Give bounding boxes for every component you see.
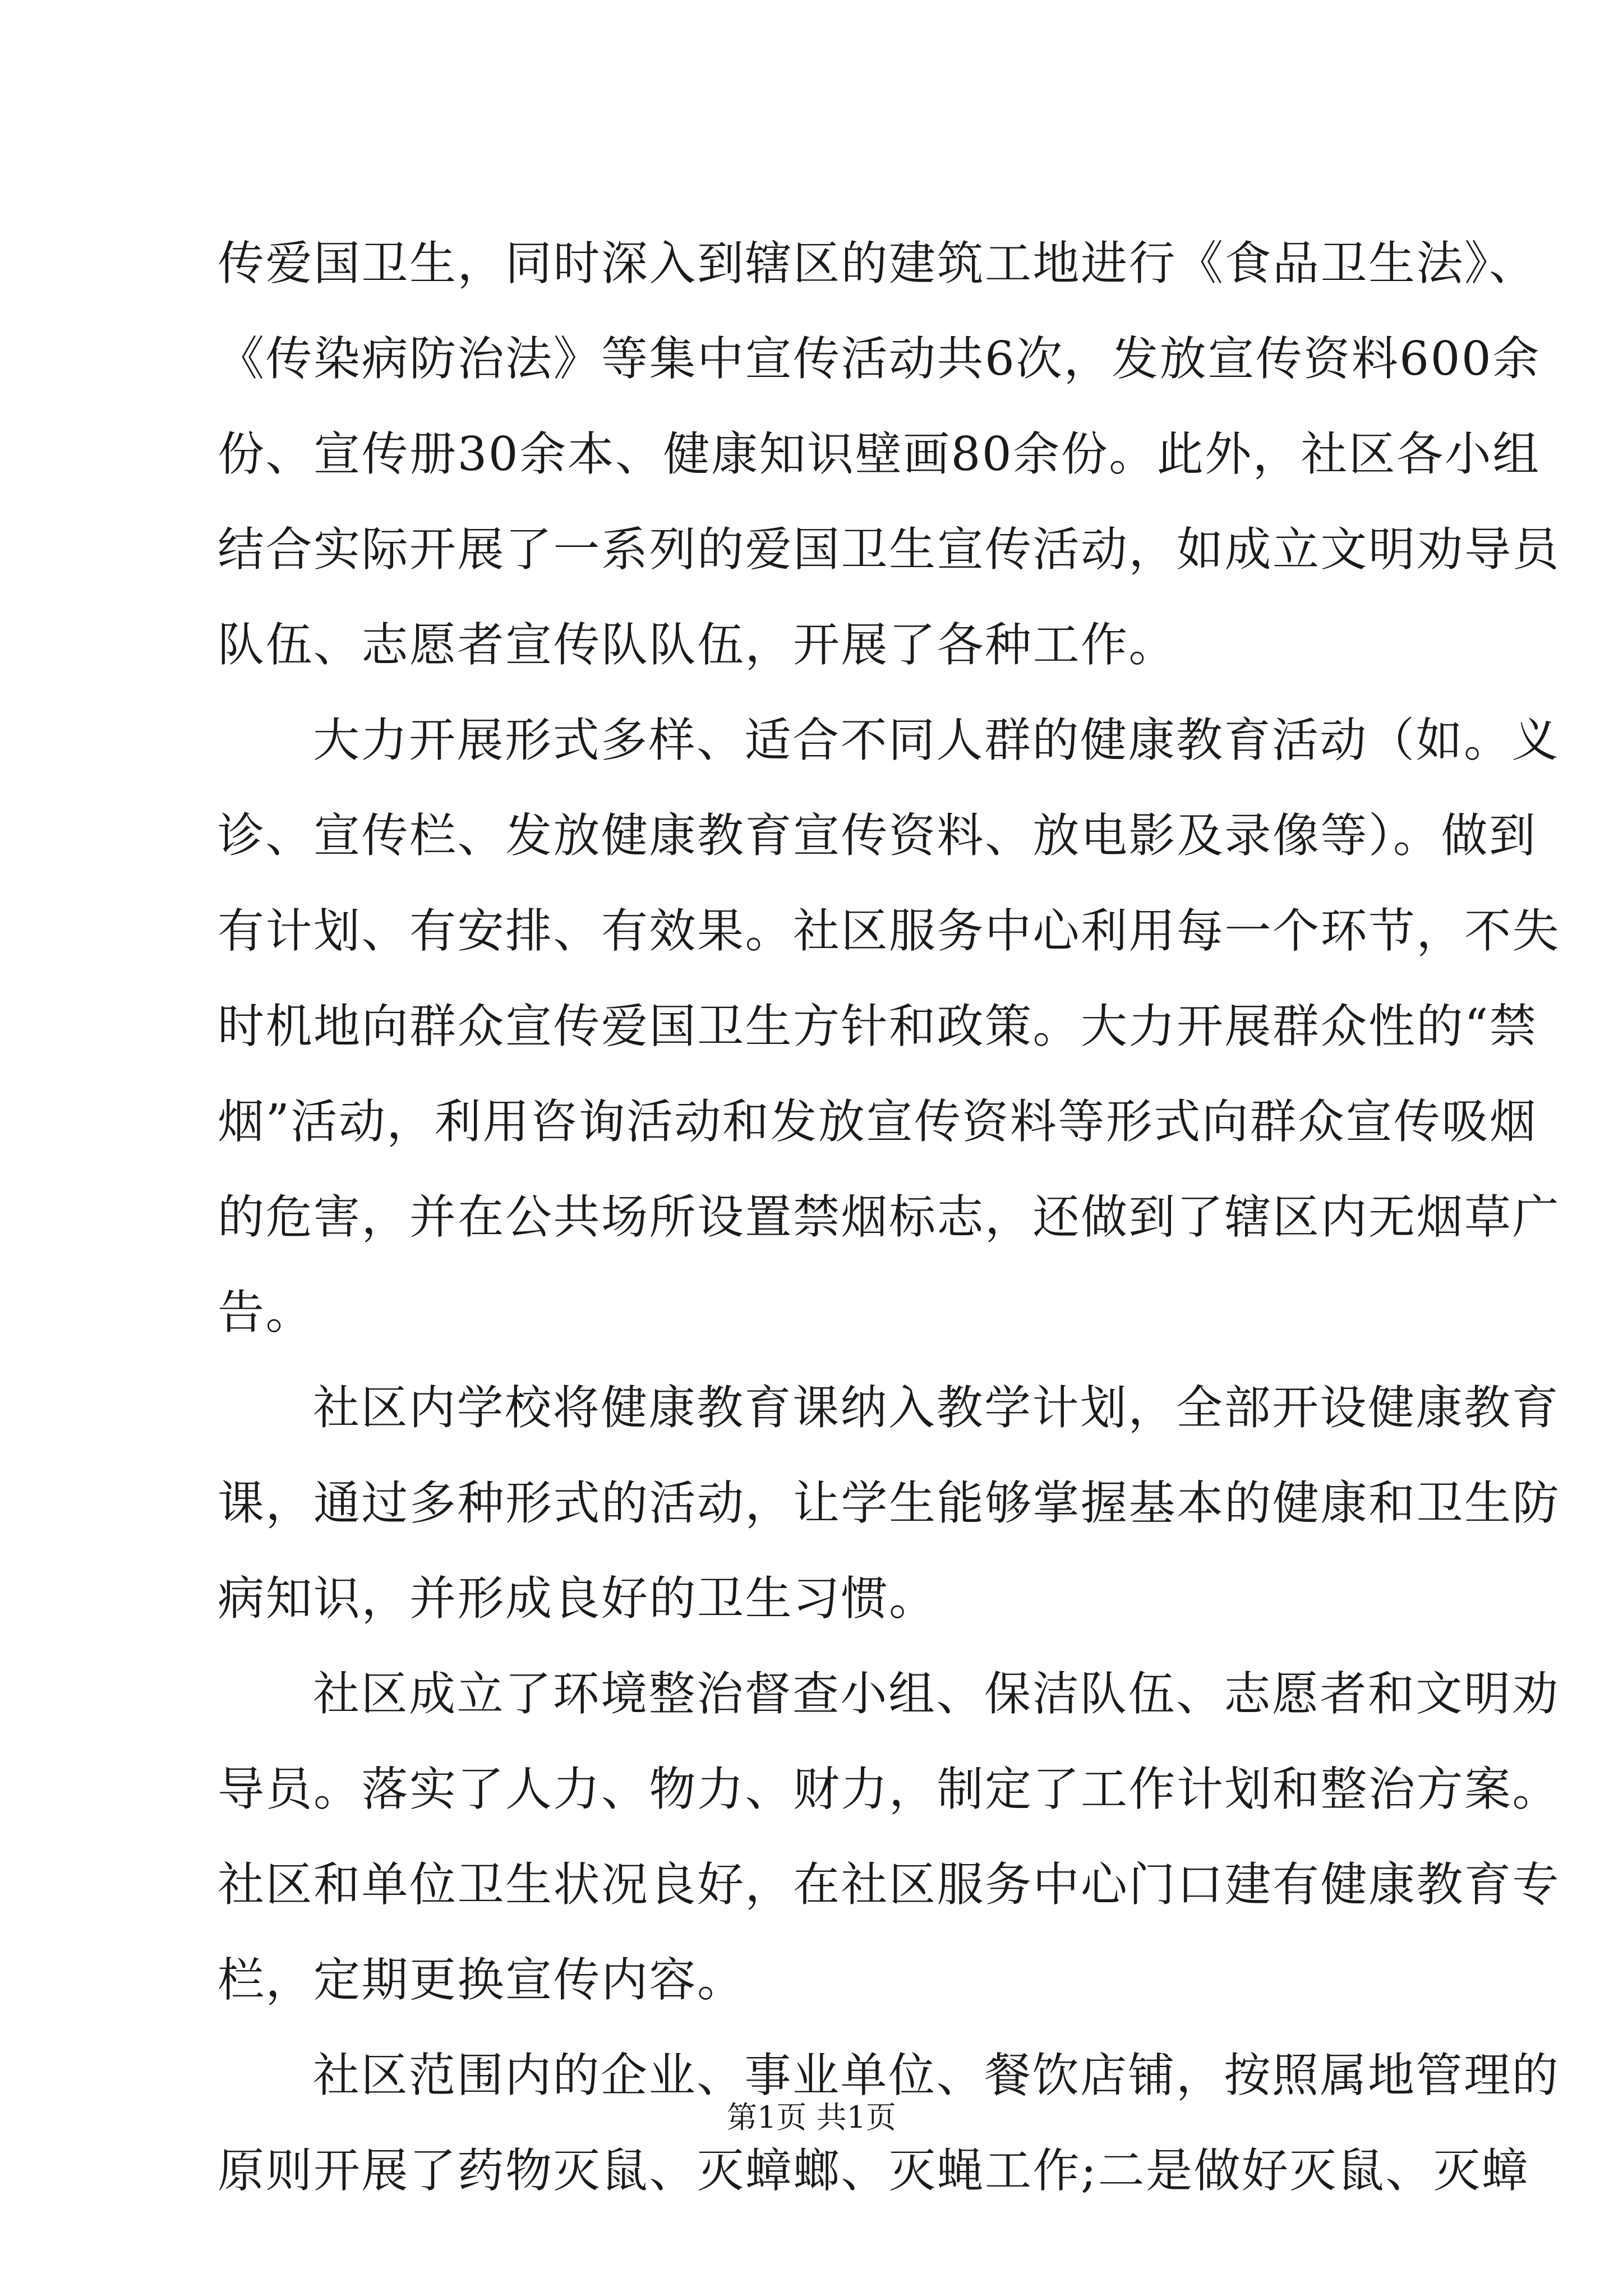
text-line: 告。 <box>218 1285 313 1340</box>
paragraph-2 <box>218 693 1560 1360</box>
text-line: 课，通过多种形式的活动，让学生能够掌握基本的健康和卫生防 <box>218 1476 1560 1530</box>
text-line: 栏，定期更换宣传内容。 <box>218 1953 745 2007</box>
text-line: 传爱国卫生，同时深入到辖区的建筑工地进行《食品卫生法》、 <box>218 236 1537 291</box>
text-line: 时机地向群众宣传爱国卫生方针和政策。大力开展群众性的“禁 <box>218 999 1538 1053</box>
text-line: 份、宣传册30余本、健康知识壁画80余份。此外，社区各小组 <box>218 427 1541 481</box>
text-line: 队伍、志愿者宣传队队伍，开展了各种工作。 <box>218 618 1177 672</box>
text-line: 原则开展了药物灭鼠、灭蟑螂、灭蝇工作;二是做好灭鼠、灭蟑 <box>218 2143 1529 2198</box>
text-line: 社区成立了环境整治督查小组、保洁队伍、志愿者和文明劝 <box>313 1667 1560 1721</box>
text-line: 诊、宣传栏、发放健康教育宣传资料、放电影及录像等）。做到 <box>218 808 1537 863</box>
document-body <box>218 216 1560 2219</box>
text-line: 的危害，并在公共场所设置禁烟标志，还做到了辖区内无烟草广 <box>218 1190 1560 1244</box>
page-footer: 第1页 共1页 <box>727 2100 896 2135</box>
text-line: 社区范围内的企业、事业单位、餐饮店铺，按照属地管理的 <box>313 2048 1560 2102</box>
text-line: 社区和单位卫生状况良好，在社区服务中心门口建有健康教育专 <box>218 1857 1560 1912</box>
paragraph-1 <box>218 216 1560 693</box>
text-line: 病知识，并形成良好的卫生习惯。 <box>218 1571 937 1626</box>
paragraph-3 <box>218 1360 1560 1646</box>
text-line: 导员。落实了人力、物力、财力，制定了工作计划和整治方案。 <box>218 1762 1560 1816</box>
text-line: 有计划、有安排、有效果。社区服务中心利用每一个环节，不失 <box>218 904 1560 958</box>
text-line: 大力开展形式多样、适合不同人群的健康教育活动（如。义 <box>313 713 1560 767</box>
text-line: 结合实际开展了一系列的爱国卫生宣传活动，如成立文明劝导员 <box>218 522 1560 577</box>
text-line: 烟”活动，利用咨询活动和发放宣传资料等形式向群众宣传吸烟 <box>218 1094 1538 1149</box>
paragraph-4 <box>218 1646 1560 2028</box>
text-line: 社区内学校将健康教育课纳入教学计划，全部开设健康教育 <box>313 1381 1560 1435</box>
text-line: 《传染病防治法》等集中宣传活动共6次，发放宣传资料600余 <box>218 332 1541 386</box>
